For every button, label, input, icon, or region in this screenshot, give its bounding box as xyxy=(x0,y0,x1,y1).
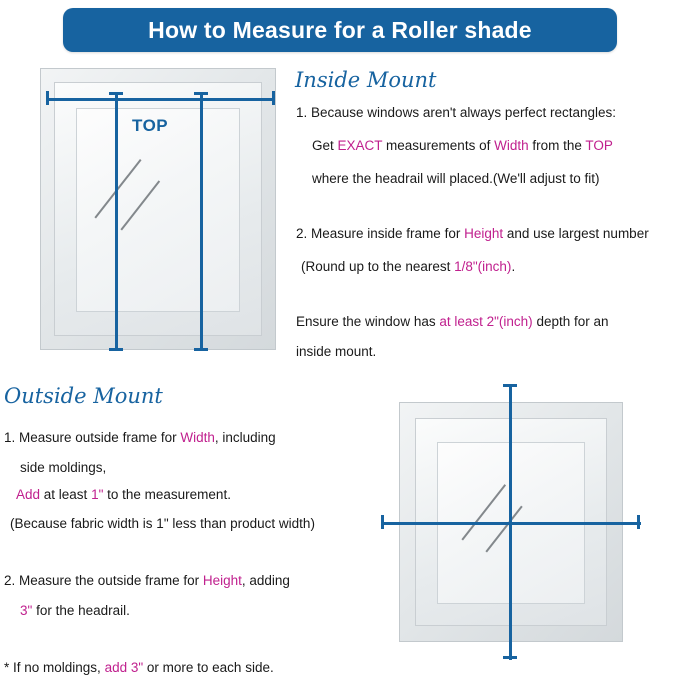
outside-mount-line-6 xyxy=(20,602,130,619)
inside-height-cap-left-bottom xyxy=(109,348,123,351)
inside-mount-line-2 xyxy=(312,137,613,154)
inside-width-measure-cap-right xyxy=(272,91,275,105)
inside-width-measure-line xyxy=(46,98,274,101)
inside-height-cap-right-bottom xyxy=(194,348,208,351)
text-fragment: where the headrail will placed.(We'll adjust to fit) xyxy=(312,171,600,186)
inside-mount-line-1 xyxy=(296,104,616,121)
outside-mount-heading: Outside Mount xyxy=(4,384,163,408)
text-fragment: Height xyxy=(464,226,504,241)
text-fragment: at least 2"(inch) xyxy=(439,314,533,329)
text-fragment: 1. Measure outside frame for xyxy=(4,430,181,445)
text-fragment: and use largest number xyxy=(503,226,649,241)
text-fragment: from the xyxy=(528,138,586,153)
inside-height-cap-right-top xyxy=(194,92,208,95)
text-fragment: inside mount. xyxy=(296,344,377,359)
window-top-label: TOP xyxy=(132,116,169,135)
text-fragment: 3" xyxy=(20,603,33,618)
text-fragment: to the measurement. xyxy=(103,487,231,502)
inside-mount-line-7 xyxy=(296,343,376,360)
text-fragment: Width xyxy=(494,138,529,153)
inside-width-measure-cap-left xyxy=(46,91,49,105)
text-fragment: * If no moldings, xyxy=(4,660,105,675)
outside-mount-line-2 xyxy=(20,459,106,476)
text-fragment: (Because fabric width is 1" less than product width) xyxy=(10,516,315,531)
text-fragment: for the headrail. xyxy=(32,603,130,618)
text-fragment: 1. Because windows aren't always perfect rectangles: xyxy=(296,105,616,120)
text-fragment: Width xyxy=(180,430,215,445)
outside-mount-line-4 xyxy=(10,515,315,532)
inside-mount-heading: Inside Mount xyxy=(295,68,437,92)
text-fragment: at least xyxy=(40,487,92,502)
outside-mount-line-3 xyxy=(16,486,231,503)
text-fragment: Ensure the window has xyxy=(296,314,440,329)
text-fragment: measurements of xyxy=(382,138,495,153)
outside-height-measure-line xyxy=(509,384,512,660)
outside-height-cap-top xyxy=(503,384,517,387)
text-fragment: 1/8"(inch) xyxy=(454,259,512,274)
glass-reflection-streak xyxy=(120,180,159,230)
text-fragment: 1" xyxy=(91,487,104,502)
text-fragment: side moldings, xyxy=(20,460,107,475)
text-fragment: 2. Measure the outside frame for xyxy=(4,573,203,588)
text-fragment: Get xyxy=(312,138,338,153)
text-fragment: , adding xyxy=(241,573,290,588)
outside-mount-window-diagram xyxy=(381,384,641,660)
page-title: How to Measure for a Roller shade xyxy=(148,16,532,43)
outside-mount-line-7 xyxy=(4,659,274,676)
text-fragment: or more to each side. xyxy=(143,660,274,675)
outside-mount-line-1 xyxy=(4,429,276,446)
glass-reflection-streak xyxy=(94,159,141,218)
inside-mount-line-5 xyxy=(301,258,515,275)
text-fragment: (Round up to the nearest xyxy=(301,259,455,274)
inside-height-measure-line-left xyxy=(115,92,118,350)
text-fragment: 2. Measure inside frame for xyxy=(296,226,465,241)
window-glass xyxy=(76,108,240,312)
text-fragment: TOP xyxy=(585,138,613,153)
inside-mount-line-3 xyxy=(312,170,599,187)
text-fragment: , including xyxy=(214,430,276,445)
inside-height-measure-line-right xyxy=(200,92,203,350)
text-fragment: EXACT xyxy=(337,138,383,153)
text-fragment: add 3" xyxy=(104,660,144,675)
inside-height-cap-left-top xyxy=(109,92,123,95)
text-fragment: depth for an xyxy=(532,314,609,329)
text-fragment: . xyxy=(511,259,516,274)
inside-mount-line-4 xyxy=(296,225,649,242)
text-fragment: Add xyxy=(16,487,41,502)
page-title-banner xyxy=(63,8,617,52)
outside-width-cap-right xyxy=(637,515,640,529)
text-fragment: Height xyxy=(202,573,242,588)
inside-mount-window-diagram xyxy=(40,68,276,350)
inside-mount-line-6 xyxy=(296,313,609,330)
outside-mount-line-5 xyxy=(4,572,290,589)
glass-reflection-streak xyxy=(485,506,522,553)
outside-height-cap-bottom xyxy=(503,656,517,659)
outside-width-cap-left xyxy=(381,515,384,529)
